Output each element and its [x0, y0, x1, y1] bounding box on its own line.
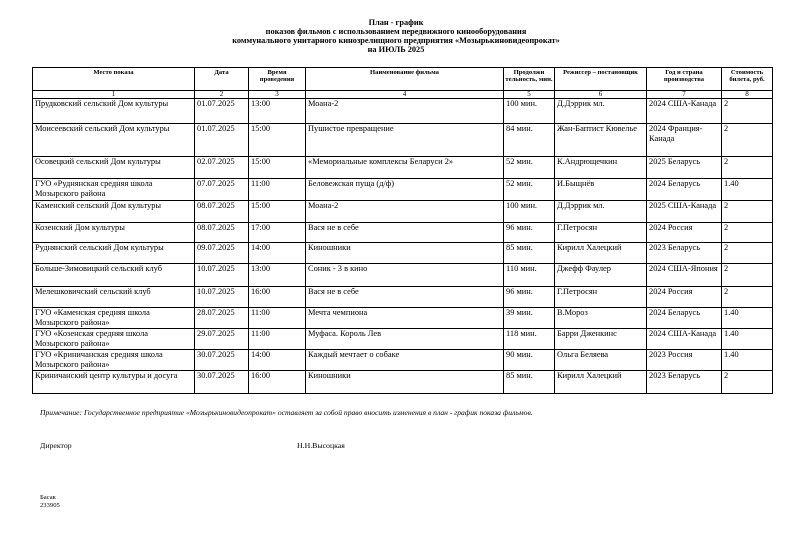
cell-director: Д.Дэррик мл.: [555, 99, 647, 124]
cell-time: 13:00: [249, 99, 306, 124]
header-time: Время проведения: [249, 68, 306, 91]
cell-place: Прудковский сельский Дом культуры: [33, 99, 195, 124]
cell-duration: 100 мин.: [504, 99, 555, 124]
table-row: [33, 157, 773, 179]
cell-year-country: 2024 США-Канада: [647, 99, 722, 124]
cell-duration: 39 мин.: [504, 308, 555, 329]
column-number: 5: [504, 91, 555, 99]
cell-film: Вася не в себе: [306, 287, 504, 308]
cell-date: 08.07.2025: [195, 223, 249, 243]
cell-place: Криничанский центр культуры и досуга: [33, 371, 195, 394]
column-number: 4: [306, 91, 504, 99]
header-director: Режиссер – постановщик: [555, 68, 647, 91]
cell-place: Осовецкий сельский Дом культуры: [33, 157, 195, 179]
column-number: 8: [722, 91, 773, 99]
cell-place: ГУО «Криничанская средняя школа Мозырского района»: [33, 350, 195, 371]
cell-director: Г.Петросян: [555, 223, 647, 243]
cell-price: 1.40: [722, 350, 773, 371]
cell-duration: 96 мин.: [504, 223, 555, 243]
cell-date: 01.07.2025: [195, 124, 249, 157]
cell-price: 2: [722, 201, 773, 223]
author-block: [40, 494, 60, 510]
cell-price: 2: [722, 371, 773, 394]
cell-price: 2: [722, 157, 773, 179]
table-row: [33, 287, 773, 308]
cell-year-country: 2023 Беларусь: [647, 243, 722, 264]
table-row: [33, 308, 773, 329]
column-number: 7: [647, 91, 722, 99]
cell-place: Козенский Дом культуры: [33, 223, 195, 243]
cell-place: Моисеевский сельский Дом культуры: [33, 124, 195, 157]
schedule-table: [32, 67, 773, 394]
cell-film: Каждый мечтает о собаке: [306, 350, 504, 371]
cell-film: Мечта чемпиона: [306, 308, 504, 329]
author-name: Басак: [40, 494, 56, 501]
cell-film: «Мемориальные комплексы Беларуси 2»: [306, 157, 504, 179]
cell-year-country: 2024 США-Канада: [647, 329, 722, 350]
cell-place: Мелешковичский сельский клуб: [33, 287, 195, 308]
cell-date: 07.07.2025: [195, 179, 249, 201]
cell-film: Киношники: [306, 371, 504, 394]
cell-duration: 118 мин.: [504, 329, 555, 350]
cell-date: 01.07.2025: [195, 99, 249, 124]
table-row: [33, 99, 773, 124]
cell-place: ГУО «Козенская средняя школа Мозырского района»: [33, 329, 195, 350]
footnote: Примечание: Государственное предприятие «Мозырькиновидеопрокат» оставляет за собой право вносить изменения в план - график показа фильмов.: [40, 408, 533, 417]
cell-duration: 52 мин.: [504, 179, 555, 201]
cell-duration: 110 мин.: [504, 264, 555, 287]
cell-date: 29.07.2025: [195, 329, 249, 350]
cell-time: 15:00: [249, 124, 306, 157]
cell-price: 2: [722, 223, 773, 243]
cell-price: 1.40: [722, 329, 773, 350]
cell-year-country: 2023 Россия: [647, 350, 722, 371]
column-number: 6: [555, 91, 647, 99]
cell-duration: 85 мин.: [504, 371, 555, 394]
cell-duration: 85 мин.: [504, 243, 555, 264]
signature-role: Директор: [40, 441, 72, 450]
cell-place: Больше-Зимовицкий сельский клуб: [33, 264, 195, 287]
cell-time: 11:00: [249, 308, 306, 329]
table-body: [33, 99, 773, 394]
cell-date: 09.07.2025: [195, 243, 249, 264]
column-number: 1: [33, 91, 195, 99]
table-row: [33, 223, 773, 243]
document-title: [0, 18, 792, 54]
cell-time: 14:00: [249, 243, 306, 264]
cell-time: 15:00: [249, 201, 306, 223]
cell-year-country: 2023 Беларусь: [647, 371, 722, 394]
table-row: [33, 179, 773, 201]
cell-time: 15:00: [249, 157, 306, 179]
cell-price: 2: [722, 243, 773, 264]
cell-time: 11:00: [249, 179, 306, 201]
cell-time: 16:00: [249, 371, 306, 394]
header-duration: Продолжи тельность, мин.: [504, 68, 555, 91]
cell-price: 2: [722, 124, 773, 157]
cell-film: Моана-2: [306, 201, 504, 223]
header-place: Место показа: [33, 68, 195, 91]
signature-name: Н.Н.Высоцкая: [297, 441, 345, 450]
column-number: 2: [195, 91, 249, 99]
cell-year-country: 2024 Россия: [647, 287, 722, 308]
cell-date: 08.07.2025: [195, 201, 249, 223]
cell-place: Руднянский сельский Дом культуры: [33, 243, 195, 264]
cell-price: 1.40: [722, 179, 773, 201]
cell-price: 1.40: [722, 308, 773, 329]
header-year-country: Год и страна производства: [647, 68, 722, 91]
header-date: Дата: [195, 68, 249, 91]
cell-duration: 90 мин.: [504, 350, 555, 371]
table-row: [33, 350, 773, 371]
cell-film: Соник - 3 в кино: [306, 264, 504, 287]
cell-film: Моана-2: [306, 99, 504, 124]
cell-director: Джефф Фаулер: [555, 264, 647, 287]
cell-film: Пушистое превращение: [306, 124, 504, 157]
cell-time: 16:00: [249, 287, 306, 308]
cell-place: ГУО «Каменская средняя школа Мозырского района»: [33, 308, 195, 329]
cell-time: 14:00: [249, 350, 306, 371]
cell-price: 2: [722, 264, 773, 287]
cell-director: Кирилл Халецкий: [555, 371, 647, 394]
cell-place: ГУО «Руднянская средняя школа Мозырского района: [33, 179, 195, 201]
title-line-1: План - график: [368, 18, 424, 27]
cell-director: Жан-Баптист Кювелье: [555, 124, 647, 157]
table-row: [33, 243, 773, 264]
cell-price: 2: [722, 99, 773, 124]
column-number: 3: [249, 91, 306, 99]
cell-place: Каменский сельский Дом культуры: [33, 201, 195, 223]
cell-year-country: 2024 Беларусь: [647, 308, 722, 329]
cell-year-country: 2024 Беларусь: [647, 179, 722, 201]
cell-film: Беловежская пуща (д/ф): [306, 179, 504, 201]
cell-date: 10.07.2025: [195, 264, 249, 287]
title-line-3: коммунального унитарного кинозрелищного предприятия «Мозырькиновидеопрокат»: [232, 36, 560, 45]
table-row: [33, 264, 773, 287]
cell-director: Кирилл Халецкий: [555, 243, 647, 264]
title-line-2: показов фильмов с использованием передвижного кинооборудования: [265, 27, 527, 36]
header-film: Наименование фильма: [306, 68, 504, 91]
cell-duration: 100 мин.: [504, 201, 555, 223]
table-row: [33, 201, 773, 223]
cell-director: И.Быщнёв: [555, 179, 647, 201]
cell-date: 10.07.2025: [195, 287, 249, 308]
header-price: Стоимость билета, руб.: [722, 68, 773, 91]
cell-film: Киношники: [306, 243, 504, 264]
table-row: [33, 371, 773, 394]
cell-film: Муфаса. Король Лев: [306, 329, 504, 350]
cell-duration: 96 мин.: [504, 287, 555, 308]
cell-time: 13:00: [249, 264, 306, 287]
cell-year-country: 2024 Россия: [647, 223, 722, 243]
cell-duration: 52 мин.: [504, 157, 555, 179]
cell-director: Д.Дэррик мл.: [555, 201, 647, 223]
cell-year-country: 2024 Франция-Канада: [647, 124, 722, 157]
title-line-4: на ИЮЛЬ 2025: [367, 45, 425, 54]
cell-date: 30.07.2025: [195, 350, 249, 371]
author-phone: 233905: [40, 502, 60, 509]
cell-year-country: 2024 США-Япония: [647, 264, 722, 287]
table-row: [33, 329, 773, 350]
cell-director: В.Мороз: [555, 308, 647, 329]
cell-director: Г.Петросян: [555, 287, 647, 308]
cell-year-country: 2025 США-Канада: [647, 201, 722, 223]
column-number-row: [33, 91, 773, 99]
cell-time: 11:00: [249, 329, 306, 350]
cell-film: Вася не в себе: [306, 223, 504, 243]
cell-director: Ольга Беляева: [555, 350, 647, 371]
cell-date: 02.07.2025: [195, 157, 249, 179]
cell-year-country: 2025 Беларусь: [647, 157, 722, 179]
cell-director: Барри Дженкинс: [555, 329, 647, 350]
cell-director: К.Андрющечкин: [555, 157, 647, 179]
cell-date: 28.07.2025: [195, 308, 249, 329]
cell-duration: 84 мин.: [504, 124, 555, 157]
table-header-row: [33, 68, 773, 91]
cell-price: 2: [722, 287, 773, 308]
cell-time: 17:00: [249, 223, 306, 243]
cell-date: 30.07.2025: [195, 371, 249, 394]
table-row: [33, 124, 773, 157]
